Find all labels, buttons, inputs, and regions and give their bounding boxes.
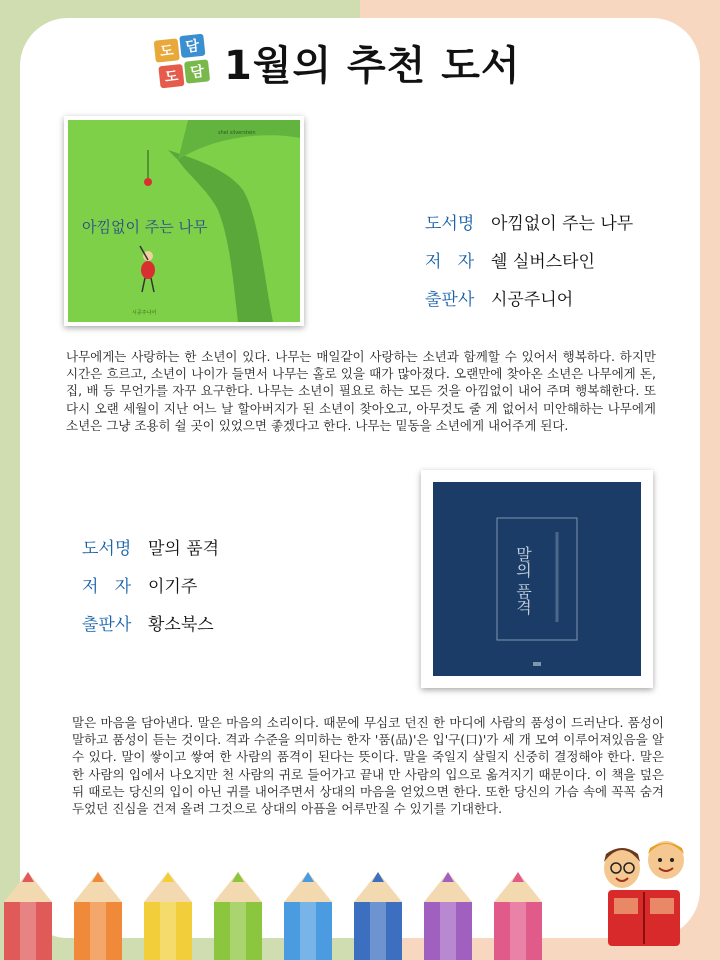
field-label: 도서명 (425, 214, 475, 234)
pencil-7 (424, 872, 472, 960)
logo-tile-2: 담 (184, 38, 201, 56)
book1-author: 쉘 실버스타인 (491, 252, 595, 272)
kids-reading-illustration (594, 838, 706, 950)
book1-author-row (425, 243, 633, 281)
book2-publisher-row (82, 606, 219, 644)
pencil-1 (4, 872, 52, 960)
logo-tile-4: 담 (189, 63, 205, 82)
pencils-decoration (0, 872, 560, 960)
field-label: 출판사 (425, 290, 475, 310)
pencil-4 (214, 872, 262, 960)
book2-cover-art (433, 482, 641, 676)
book1-title: 아낌없이 주는 나무 (491, 214, 634, 234)
book2-title-row (82, 530, 219, 568)
book2-author: 이기주 (148, 577, 198, 597)
pencil-2 (74, 872, 122, 960)
pencil-3 (144, 872, 192, 960)
book1-cover-title: 아낌없이 주는 나무 (82, 218, 208, 236)
book2-info (82, 530, 219, 644)
pencil-5 (284, 872, 332, 960)
book1-cover (64, 116, 304, 326)
book2-cover (421, 470, 653, 688)
book1-publisher: 시공주니어 (491, 290, 574, 310)
book1-info (425, 205, 633, 319)
dodam-logo (152, 34, 212, 90)
pencil-6 (354, 872, 402, 960)
giving-tree-illustration (68, 120, 300, 322)
field-label: 출판사 (82, 615, 132, 635)
book1-publisher-row (425, 281, 633, 319)
field-label: 저 자 (425, 252, 475, 272)
book2-cover-title: 말의 품격 (513, 546, 533, 616)
book2-publisher: 황소북스 (148, 615, 214, 635)
pencil-8 (494, 872, 542, 960)
svg-text:시공주니어: 시공주니어 (132, 310, 157, 316)
svg-text:shel silverstein: shel silverstein (218, 130, 256, 136)
field-label: 도서명 (82, 539, 132, 559)
book1-description: 나무에게는 사랑하는 한 소년이 있다. 나무는 매일같이 사랑하는 소년과 함께할 수 있어서 행복하다. 하지만 시간은 흐르고, 소년이 나이가 들면서 나무는 홀로 있을 때가 많아졌다. 오랜만에 찾아온 소년은 나무에게 돈, 집, 배 등 무언가를 자꾸 요구한다. 나무는 소년이 필요로 하는 모든 것을 아낌없이 내어 주며 행복해한다. 또 다시 오랜 세월이 지난 어느 날 할아버지가 된 소년이 찾아오고, 아무것도 줄 게 없어서 미안해하는 나무에게 소년은 그냥 조용히 쉴 곳이 있었으면 좋겠다고 한다. 나무는 밑동을 소년에게 내어주게 된다. (66, 349, 656, 433)
logo-tile-3: 도 (163, 68, 180, 86)
page-title: 1월의 추천 도서 (224, 43, 521, 89)
book1-title-row (425, 205, 633, 243)
field-label: 저 자 (82, 577, 132, 597)
book2-title: 말의 품격 (148, 539, 220, 559)
logo-tile-1: 도 (159, 42, 175, 61)
book2-author-row (82, 568, 219, 606)
book2-description: 말은 마음을 담아낸다. 말은 마음의 소리이다. 때문에 무심코 던진 한 마디에 사람의 품성이 드러난다. 품성이 말하고 품성이 듣는 것이다. 격과 수준을 의미하는 한자 '품(品)'은 입'구(口)'가 세 개 모여 이루어져있음을 알 수 있다. 말이 쌓이고 쌓여 한 사람의 품격이 된다는 뜻이다. 말을 죽일지 살릴지 신중히 결정해야 한다. 말은 한 사람의 입에서 나오지만 천 사람의 귀로 들어가고 끝내 만 사람의 입으로 옮겨지기 때문이다. 이 책을 덮은 뒤 때로는 당신의 입이 아닌 귀를 내어주면서 상대의 마음을 얻었으면 한다. 또한 당신의 가슴 속에 꼭꼭 숨겨두었던 진심을 건져 올려 그것으로 상대의 아픔을 어루만질 수 있기를 기대한다. (72, 715, 664, 817)
